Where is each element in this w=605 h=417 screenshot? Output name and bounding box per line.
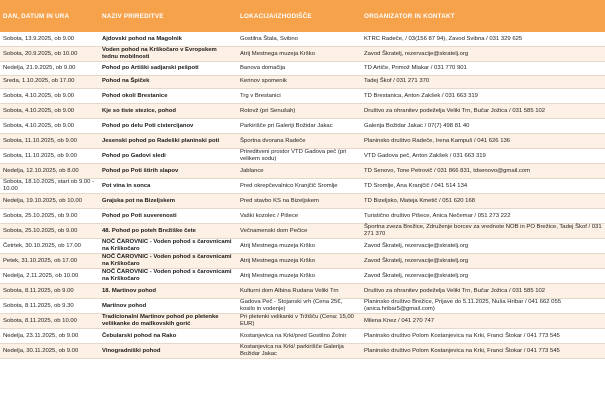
table-row [0,239,605,254]
cell-organizer: Turistično društvo Pišece, Anica Nečemar / 051 273 222 [361,209,605,224]
cell-event: NOČ ČAROVNIC - Voden pohod s čarovnicami na Krškočaro [99,254,237,269]
cell-organizer: Zavod Škratelj, rezervacije@skratelj.org [361,239,605,254]
header-row [0,0,605,32]
cell-organizer: Društvo za ohranitev podeželja Veliki Trn, Bučar Jožica / 031 585 102 [361,104,605,119]
table-row [0,314,605,329]
cell-location: Vaški kozolec / Pišece [237,209,361,224]
cell-event: Pohod po delu Poti cistercijanov [99,119,237,134]
cell-date: Sobota, 8.11.2025, ob 10.00 [0,314,99,329]
header-location: LOKACIJA/IZHODIŠČE [237,0,361,32]
cell-date: Sobota, 20.9.2025, ob 10.00 [0,47,99,62]
cell-organizer: KTRC Radeče, / 03(156 87 94), Zavod Svibna / 031 329 625 [361,32,605,47]
cell-organizer: Zavod Škratelj, rezervacije@skratelj.org [361,269,605,284]
cell-event: Pot vina in sonca [99,179,237,194]
cell-location: Pred stavbo KS na Bizeljskem [237,194,361,209]
cell-location: Atrij Mestnega muzeja Krško [237,269,361,284]
cell-organizer: Planinsko društvo Polom Kostanjevica na Krki, Franci Štokar / 041 773 545 [361,344,605,359]
table-row [0,209,605,224]
cell-date: Sobota, 18.10.2025, start ob 9.00 - 10.00 [0,179,99,194]
cell-date: Sobota, 4.10.2025, ob 9.00 [0,104,99,119]
cell-organizer: Tadej Škof / 031 271 370 [361,75,605,89]
cell-event: NOČ ČAROVNIC - Voden pohod s čarovnicami na Krškočaro [99,239,237,254]
cell-location: Kostanjevica na Krki/ parkirišče Galerija Božidar Jakac [237,344,361,359]
cell-date: Sobota, 25.10.2025, ob 9.00 [0,209,99,224]
cell-date: Sobota, 11.10.2025, ob 9.00 [0,134,99,149]
table-row [0,62,605,76]
cell-location: Kulturni dom Albina Rudana Veliki Trn [237,284,361,299]
table-row [0,329,605,344]
cell-date: Sobota, 4.10.2025, ob 9.00 [0,89,99,104]
cell-location: Atrij Mestnega muzeja Krško [237,254,361,269]
cell-event: Pohod okoli Brestanice [99,89,237,104]
table-row [0,149,605,164]
cell-location: Pri pletenki velikanki v Tržišču (Cena: 15,00 EUR) [237,314,361,329]
table-row [0,164,605,179]
table-row [0,224,605,239]
cell-date: Sobota, 8.11.2025, ob 9.00 [0,284,99,299]
table-row [0,179,605,194]
cell-organizer: Planinsko društvo Radeče, Irena Kampuš / 041 626 136 [361,134,605,149]
table-row [0,284,605,299]
table-row [0,32,605,47]
table-row [0,104,605,119]
cell-event: Pohod po Gadovi sledi [99,149,237,164]
cell-event: Tradicionalni Martinov pohod po pletenke veliikanke do mailkovskih gorić [99,314,237,329]
cell-date: Sobota, 4.10.2025, ob 9.00 [0,119,99,134]
cell-location: Gostilna Štala, Svibno [237,32,361,47]
cell-event: Ajdovski pohod na Magolnik [99,32,237,47]
cell-location: Večnamenski dom Pečice [237,224,361,239]
table-row [0,194,605,209]
table-row [0,119,605,134]
cell-event: Grajska pot na Bizeljskem [99,194,237,209]
cell-location: Kerinov spomenik [237,75,361,89]
cell-location: Gadova Peč - Stojanski vrh (Cena 25€, kosilo in vodenje) [237,299,361,314]
cell-event: 18. Martinov pohod [99,284,237,299]
cell-location: Atrij Mestnega muzeja Krško [237,239,361,254]
cell-organizer: Galerija Božidar Jakac / 07(7) 498 81 40 [361,119,605,134]
cell-organizer: TD Sromlje, Ana Kranjčič / 041 514 134 [361,179,605,194]
cell-organizer: Zavod Škratelj, rezervacije@skratelj.org [361,47,605,62]
cell-date: Sreda, 1.10.2025, ob 17.00 [0,75,99,89]
table-row [0,75,605,89]
cell-location: Trg v Brestanici [237,89,361,104]
cell-date: Sobota, 11.10.2025, ob 9.00 [0,149,99,164]
cell-organizer: Planinsko društvo Polom Kostanjevica na Krki, Franci Štokar / 041 773 545 [361,329,605,344]
cell-date: Nedelja, 23.11.2025, ob 9.00 [0,329,99,344]
cell-date: Sobota, 8.11.2025, ob 9.30 [0,299,99,314]
cell-date: Nedelja, 2.11.2025, ob 10.00 [0,269,99,284]
cell-event: Jesenski pohod po Radeški planinski poti [99,134,237,149]
cell-organizer: Društvo za ohranitev podeželja Veliki Trn, Bučar Jožica / 031 585 102 [361,284,605,299]
cell-location: Atrij Mestnega muzeja Krško [237,47,361,62]
header-organizer: ORGANIZATOR IN KONTAKT [361,0,605,32]
cell-event: Kje so tiste stezice, pohod [99,104,237,119]
table-row [0,269,605,284]
cell-event: Voden pohod na Krškočaro v Evropskem tednu mobilnosti [99,47,237,62]
cell-location: Kostanjevica na Krki/pred Gostilno Žolnir [237,329,361,344]
cell-event: Martinov pohod [99,299,237,314]
cell-event: Vinogradniški pohod [99,344,237,359]
cell-organizer: TD Brestanica, Anton Zakšek / 031 663 319 [361,89,605,104]
cell-date: Četrtek, 30.10.2025, ob 17.00 [0,239,99,254]
cell-location: Športna dvorana Radeče [237,134,361,149]
cell-location: Jablance [237,164,361,179]
cell-location: Rotovž (pri Senušah) [237,104,361,119]
header-event: NAZIV PRIREDITVE [99,0,237,32]
cell-location: Prireditveni prostor VTD Gadova peč (pri velikem sodu) [237,149,361,164]
cell-event: Pohod po Poti suverenosti [99,209,237,224]
cell-event: 48. Pohod po poteh Brežiške čete [99,224,237,239]
cell-location: Parkirišče pri Galeriji Božidar Jakac [237,119,361,134]
table-row [0,254,605,269]
cell-organizer: TD Bizeljsko, Mateja Kmetič / 051 620 168 [361,194,605,209]
cell-event: NOČ ČAROVNIC - Voden pohod s čarovnicami na Krškočaro [99,269,237,284]
table-row [0,47,605,62]
cell-location: Banova domačija [237,62,361,76]
cell-organizer: Zavod Škratelj, rezervacije@skratelj.org [361,254,605,269]
cell-event: Čebularski pohod na Rako [99,329,237,344]
cell-organizer: Športna zveza Brežice, Združenje borcev za vrednote NOB in PO Brežice, Tadej Škof / 031 271 370 [361,224,605,239]
cell-date: Sobota, 25.10.2025, ob 9.00 [0,224,99,239]
cell-organizer: TD Senovo, Tone Petrovič / 031 866 831, tdsenovo@gmail.com [361,164,605,179]
cell-date: Nedelja, 21.9.2025, ob 9.00 [0,62,99,76]
cell-event: Pohod po Poti štirih slapov [99,164,237,179]
table-row [0,344,605,359]
cell-event: Pohod na Špiček [99,75,237,89]
header-date: DAN, DATUM IN URA [0,0,99,32]
cell-date: Sobota, 13.9.2025, ob 9.00 [0,32,99,47]
cell-event: Pohod po Artiški sadjarski pešpoti [99,62,237,76]
cell-organizer: TD Artiče, Primož Mlakar / 031 770 901 [361,62,605,76]
cell-location: Pred okrepčevalnico Kranjčič Sromlje [237,179,361,194]
cell-organizer: VTD Gadova peč, Anton Zakšek / 031 663 319 [361,149,605,164]
table-row [0,89,605,104]
cell-date: Nedelja, 12.10.2025, ob 8.00 [0,164,99,179]
cell-date: Petek, 31.10.2025, ob 17.00 [0,254,99,269]
cell-organizer: Milena Knez / 041 270 747 [361,314,605,329]
table-row [0,134,605,149]
cell-organizer: Planinsko društvo Brežice, Prijave do 5.11.2025, Nuša Hribar / 041 662 055 (anica.hribar5@gmail.com) [361,299,605,314]
cell-date: Nedelja, 30.11.2025, ob 9.00 [0,344,99,359]
cell-date: Nedelja, 19.10.2025, ob 10.00 [0,194,99,209]
table-row [0,299,605,314]
